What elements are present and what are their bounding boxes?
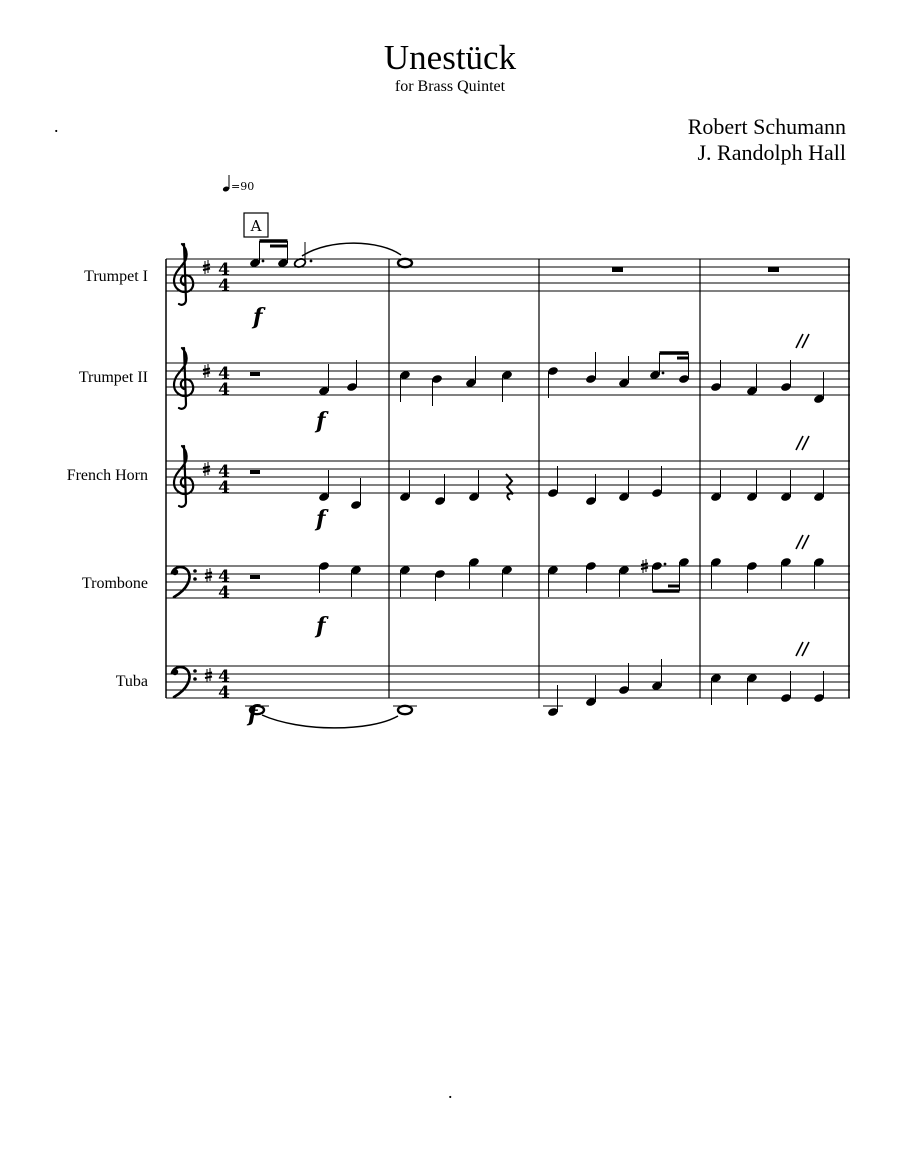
staff-french-horn <box>166 436 850 532</box>
instrument-name-trumpet-2: Trumpet II <box>78 369 148 386</box>
arranger-name: J. Randolph Hall <box>697 140 846 165</box>
dynamic-forte: f <box>316 613 326 639</box>
caesura-mark <box>796 436 809 450</box>
quarter-rest <box>506 474 513 500</box>
caesura-mark <box>796 642 809 656</box>
staff-trombone <box>166 535 850 639</box>
staff-trumpet-2 <box>166 334 850 434</box>
staff-tuba <box>166 642 850 728</box>
dynamic-forte: f <box>316 506 326 532</box>
score-subtitle: for Brass Quintet <box>394 78 506 95</box>
svg-text:4: 4 <box>218 683 230 703</box>
tempo-value: =90 <box>231 180 255 193</box>
dynamic-forte: f <box>248 701 258 727</box>
tempo-mark <box>222 175 254 193</box>
instrument-name-trombone: Trombone <box>81 575 148 592</box>
svg-text:A: A <box>250 217 262 235</box>
svg-text:4: 4 <box>218 583 230 603</box>
svg-text:4: 4 <box>218 462 230 482</box>
score-title: Unestück <box>383 38 517 77</box>
svg-text:4: 4 <box>218 380 230 400</box>
svg-text:4: 4 <box>218 667 230 687</box>
composer-name: Robert Schumann <box>687 114 846 139</box>
caesura-mark <box>796 535 809 549</box>
dynamic-forte: f <box>253 304 263 330</box>
svg-text:4: 4 <box>218 478 230 498</box>
footer-mark: . <box>448 1082 453 1102</box>
instrument-name-trumpet-1: Trumpet I <box>84 268 148 285</box>
time-sig-bottom: 4 <box>218 276 230 296</box>
caesura-mark <box>796 334 809 348</box>
time-sig-top: 4 <box>218 260 230 280</box>
barlines <box>389 259 849 698</box>
svg-text:4: 4 <box>218 364 230 384</box>
dynamic-forte: f <box>316 408 326 434</box>
top-left-mark: . <box>54 116 59 136</box>
instrument-name-french-horn: French Horn <box>66 467 148 484</box>
svg-text:4: 4 <box>218 567 230 587</box>
instrument-name-tuba: Tuba <box>115 673 148 690</box>
rehearsal-mark <box>244 213 268 237</box>
staff-trumpet-1 <box>166 241 850 330</box>
